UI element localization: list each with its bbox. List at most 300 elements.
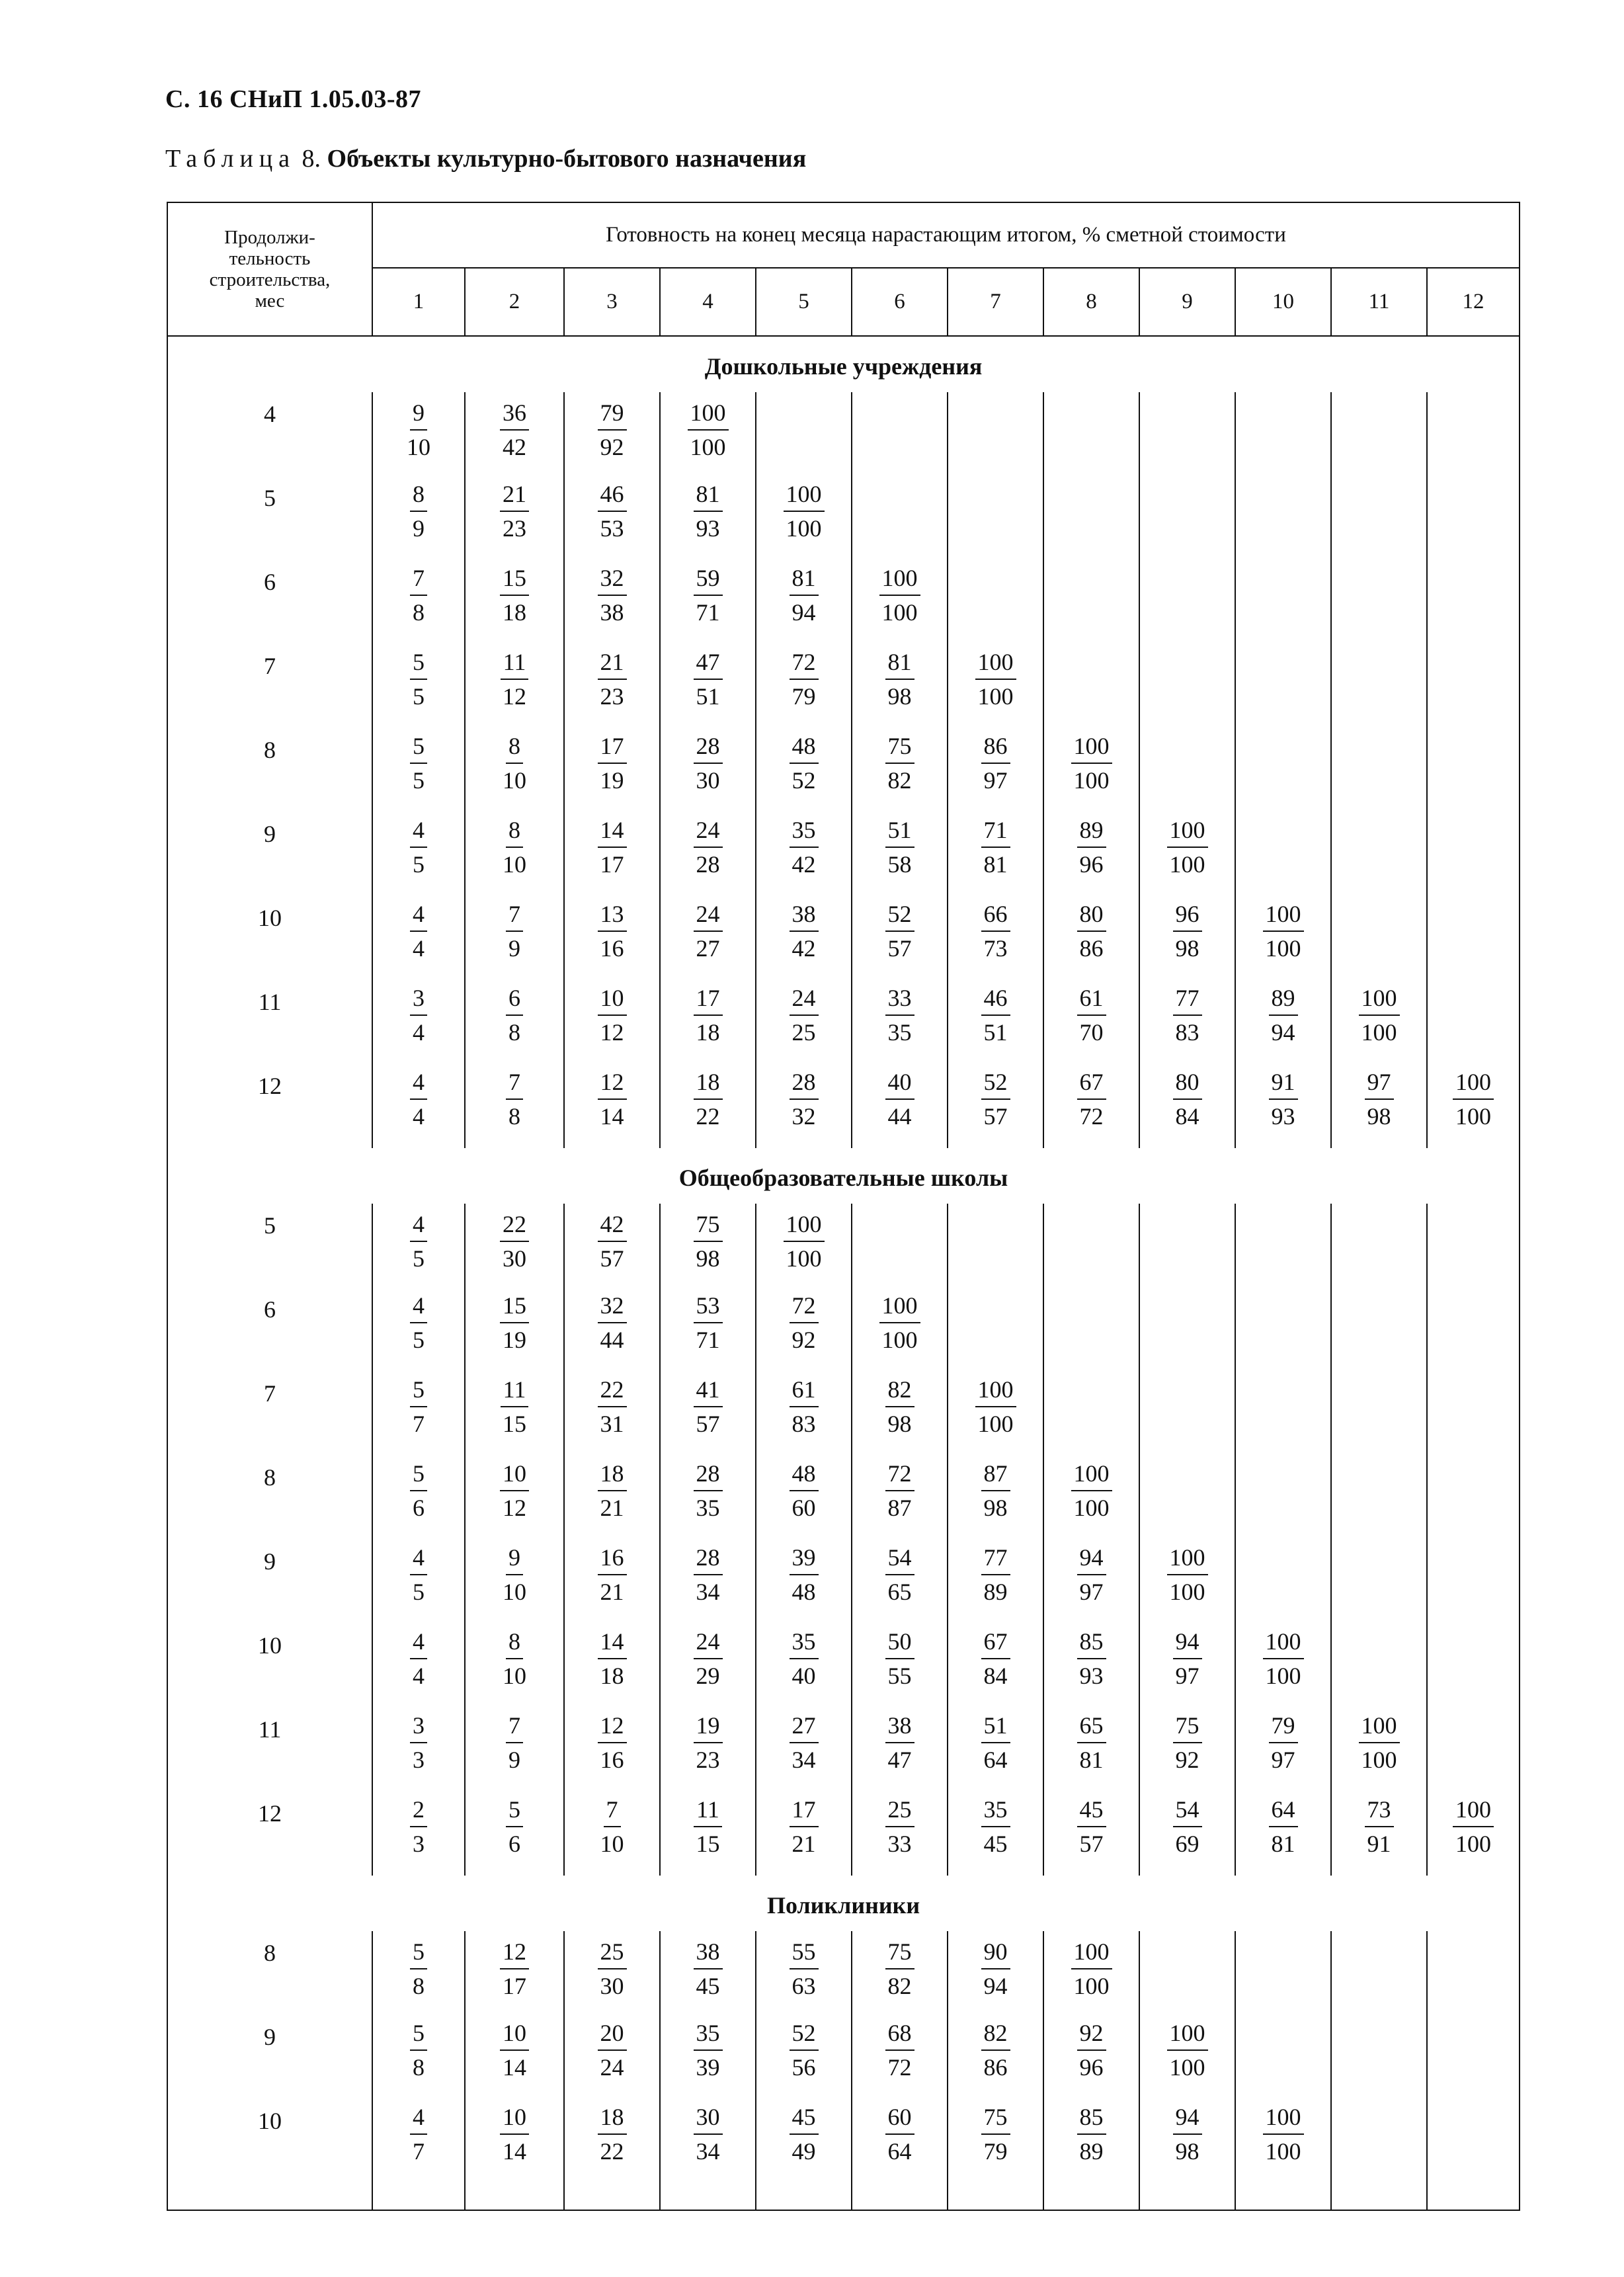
value-cell — [465, 1931, 564, 2015]
value-cell — [1235, 2099, 1331, 2183]
value-cell — [1043, 980, 1139, 1064]
readiness-fraction — [852, 980, 947, 1049]
value-cell — [1235, 392, 1331, 476]
value-cell — [1043, 1931, 1139, 2015]
fraction-denominator: 81 — [1271, 1831, 1295, 1857]
table-row — [167, 1708, 1520, 1792]
fraction-numerator: 39 — [790, 1541, 819, 1575]
value-cell — [465, 896, 564, 980]
fraction-denominator: 42 — [792, 935, 816, 962]
readiness-table — [167, 202, 1520, 2211]
readiness-fraction — [1236, 2099, 1330, 2168]
value-cell — [1043, 1708, 1139, 1792]
readiness-fraction — [1236, 1064, 1330, 1133]
duration-cell: 10 — [167, 896, 372, 980]
value-cell — [1427, 1792, 1520, 1876]
fraction-denominator: 100 — [1265, 935, 1301, 962]
fraction-numerator: 13 — [598, 897, 627, 932]
readiness-fraction — [565, 980, 659, 1049]
fraction-denominator: 79 — [983, 2138, 1008, 2165]
month-header-4: 4 — [660, 268, 756, 336]
fraction-denominator: 8 — [413, 2054, 425, 2081]
fraction-numerator: 100 — [1167, 813, 1208, 848]
value-cell — [1235, 1204, 1331, 1288]
fraction-denominator: 97 — [1079, 1579, 1104, 1605]
fraction-denominator: 16 — [600, 935, 624, 962]
value-cell — [660, 1624, 756, 1708]
value-cell — [1235, 1624, 1331, 1708]
readiness-fraction — [1044, 1064, 1139, 1133]
fraction-denominator: 34 — [696, 2138, 720, 2165]
table-row — [167, 1624, 1520, 1708]
value-cell — [1235, 1931, 1331, 2015]
readiness-fraction — [756, 1064, 851, 1133]
padding-cell — [372, 2183, 465, 2210]
value-cell — [564, 392, 660, 476]
fraction-numerator: 65 — [1077, 1709, 1106, 1743]
value-cell — [1043, 1064, 1139, 1148]
value-cell — [465, 1708, 564, 1792]
readiness-fraction — [852, 560, 947, 629]
fraction-denominator: 92 — [600, 434, 624, 460]
fraction-denominator: 100 — [1169, 2054, 1205, 2081]
value-cell — [372, 1456, 465, 1540]
table-row — [167, 1792, 1520, 1876]
fraction-numerator: 22 — [500, 1208, 529, 1242]
value-cell — [756, 644, 852, 728]
readiness-fraction — [373, 644, 464, 713]
value-cell — [660, 980, 756, 1064]
readiness-fraction — [1140, 1792, 1235, 1860]
fraction-numerator: 100 — [975, 645, 1016, 680]
readiness-fraction — [661, 1288, 755, 1356]
readiness-fraction — [661, 2015, 755, 2084]
readiness-fraction — [565, 812, 659, 881]
fraction-denominator: 64 — [887, 2138, 912, 2165]
readiness-fraction — [1140, 2099, 1235, 2168]
readiness-fraction — [373, 896, 464, 965]
readiness-fraction — [756, 2015, 851, 2084]
value-cell — [564, 560, 660, 644]
value-cell — [1427, 392, 1520, 476]
readiness-fraction — [1236, 896, 1330, 965]
value-cell — [1331, 476, 1427, 560]
fraction-denominator: 82 — [887, 767, 912, 794]
readiness-fraction — [1140, 1064, 1235, 1133]
fraction-numerator: 5 — [410, 729, 427, 764]
readiness-fraction — [852, 896, 947, 965]
fraction-denominator: 64 — [983, 1747, 1008, 1773]
readiness-fraction — [661, 395, 755, 464]
value-cell — [756, 1372, 852, 1456]
readiness-fraction — [466, 1372, 563, 1440]
fraction-numerator: 4 — [410, 1541, 427, 1575]
value-cell — [660, 896, 756, 980]
table-row — [167, 560, 1520, 644]
value-cell — [1139, 1204, 1235, 1288]
readiness-fraction — [661, 1624, 755, 1692]
padding-cell — [1427, 2183, 1520, 2210]
fraction-denominator: 100 — [977, 683, 1014, 710]
value-cell — [372, 1204, 465, 1288]
fraction-denominator: 34 — [696, 1579, 720, 1605]
fraction-denominator: 15 — [503, 1411, 526, 1437]
fraction-denominator: 22 — [600, 2138, 624, 2165]
value-cell — [948, 1792, 1043, 1876]
value-cell — [1139, 1288, 1235, 1372]
fraction-numerator: 5 — [506, 1793, 523, 1827]
readiness-fraction — [565, 1934, 659, 2003]
fraction-denominator: 94 — [1271, 1019, 1295, 1046]
readiness-fraction — [661, 980, 755, 1049]
fraction-denominator: 21 — [600, 1495, 624, 1521]
fraction-numerator: 81 — [885, 645, 914, 680]
readiness-fraction — [852, 2015, 947, 2084]
fraction-denominator: 8 — [508, 1019, 520, 1046]
readiness-fraction — [661, 1456, 755, 1524]
value-cell — [465, 2099, 564, 2183]
readiness-fraction — [1332, 980, 1426, 1049]
padding-cell — [852, 2183, 948, 2210]
fraction-numerator: 75 — [1173, 1709, 1202, 1743]
fraction-denominator: 92 — [792, 1327, 816, 1353]
value-cell — [564, 812, 660, 896]
readiness-fraction — [565, 728, 659, 797]
duration-cell: 7 — [167, 1372, 372, 1456]
fraction-numerator: 10 — [500, 2100, 529, 2135]
value-cell — [1331, 1456, 1427, 1540]
fraction-numerator: 79 — [1269, 1709, 1298, 1743]
fraction-numerator: 4 — [410, 1289, 427, 1323]
fraction-numerator: 64 — [1269, 1793, 1298, 1827]
fraction-numerator: 35 — [981, 1793, 1010, 1827]
value-cell — [852, 1372, 948, 1456]
value-cell — [948, 1288, 1043, 1372]
fraction-numerator: 10 — [500, 2016, 529, 2051]
value-cell — [1427, 1456, 1520, 1540]
readiness-fraction — [852, 1624, 947, 1692]
value-cell — [1235, 476, 1331, 560]
fraction-denominator: 60 — [792, 1495, 816, 1521]
table-caption-title: Объекты культурно-бытового назначения — [327, 145, 807, 173]
fraction-numerator: 5 — [410, 645, 427, 680]
readiness-fraction — [661, 1064, 755, 1133]
fraction-numerator: 46 — [598, 477, 627, 512]
fraction-denominator: 70 — [1079, 1019, 1104, 1046]
duration-cell: 9 — [167, 812, 372, 896]
readiness-fraction — [565, 1288, 659, 1356]
value-cell — [1043, 1288, 1139, 1372]
value-cell — [564, 2015, 660, 2099]
fraction-numerator: 5 — [410, 2016, 427, 2051]
value-cell — [1139, 644, 1235, 728]
fraction-numerator: 19 — [694, 1709, 723, 1743]
value-cell — [1043, 728, 1139, 812]
readiness-fraction — [1044, 2015, 1139, 2084]
readiness-fraction — [756, 812, 851, 881]
fraction-numerator: 11 — [501, 645, 529, 680]
value-cell — [372, 980, 465, 1064]
fraction-numerator: 35 — [694, 2016, 723, 2051]
value-cell — [852, 1792, 948, 1876]
padding-cell — [564, 2183, 660, 2210]
readiness-fraction — [466, 1456, 563, 1524]
readiness-fraction — [756, 1372, 851, 1440]
value-cell — [1427, 1540, 1520, 1624]
fraction-denominator: 71 — [696, 599, 720, 626]
value-cell — [1331, 980, 1427, 1064]
value-cell — [372, 392, 465, 476]
readiness-fraction — [373, 812, 464, 881]
value-cell — [852, 476, 948, 560]
readiness-fraction — [852, 1456, 947, 1524]
value-cell — [564, 980, 660, 1064]
table-row — [167, 1931, 1520, 2015]
fraction-denominator: 30 — [600, 1973, 624, 1999]
value-cell — [1043, 896, 1139, 980]
value-cell — [756, 896, 852, 980]
value-cell — [660, 1792, 756, 1876]
value-cell — [1427, 1064, 1520, 1148]
value-cell — [1331, 1792, 1427, 1876]
readiness-fraction — [466, 1206, 563, 1275]
fraction-denominator: 83 — [792, 1411, 816, 1437]
value-cell — [660, 1456, 756, 1540]
fraction-numerator: 30 — [694, 2100, 723, 2135]
fraction-denominator: 86 — [983, 2054, 1008, 2081]
value-cell — [372, 2015, 465, 2099]
fraction-denominator: 53 — [600, 515, 624, 542]
table-row — [167, 476, 1520, 560]
fraction-denominator: 3 — [413, 1747, 425, 1773]
fraction-denominator: 89 — [1079, 2138, 1104, 2165]
value-cell — [660, 1204, 756, 1288]
value-cell — [1427, 1624, 1520, 1708]
value-cell — [1331, 1540, 1427, 1624]
value-cell — [1043, 644, 1139, 728]
value-cell — [564, 644, 660, 728]
fraction-denominator: 84 — [983, 1663, 1008, 1689]
table-row — [167, 1372, 1520, 1456]
readiness-fraction — [466, 1288, 563, 1356]
fraction-denominator: 10 — [503, 1579, 526, 1605]
fraction-denominator: 5 — [413, 767, 425, 794]
readiness-fraction — [1044, 1456, 1139, 1524]
duration-cell: 6 — [167, 560, 372, 644]
padding-cell — [660, 2183, 756, 2210]
value-cell — [852, 1931, 948, 2015]
fraction-denominator: 98 — [887, 1411, 912, 1437]
value-cell — [660, 1708, 756, 1792]
value-cell — [1427, 2015, 1520, 2099]
value-cell — [948, 1456, 1043, 1540]
fraction-denominator: 8 — [413, 599, 425, 626]
readiness-fraction — [852, 2099, 947, 2168]
fraction-denominator: 100 — [977, 1411, 1014, 1437]
value-cell — [1139, 2015, 1235, 2099]
value-cell — [756, 1456, 852, 1540]
fraction-denominator: 57 — [600, 1245, 624, 1272]
value-cell — [660, 392, 756, 476]
fraction-denominator: 52 — [792, 767, 816, 794]
month-header-2: 2 — [465, 268, 564, 336]
readiness-fraction — [852, 812, 947, 881]
readiness-fraction — [1140, 2015, 1235, 2084]
fraction-numerator: 100 — [784, 1208, 825, 1242]
fraction-numerator: 61 — [790, 1373, 819, 1407]
padding-cell — [1043, 2183, 1139, 2210]
fraction-numerator: 77 — [981, 1541, 1010, 1575]
fraction-denominator: 35 — [887, 1019, 912, 1046]
readiness-fraction — [1044, 980, 1139, 1049]
fraction-numerator: 3 — [410, 981, 427, 1016]
value-cell — [660, 1931, 756, 2015]
value-cell — [756, 980, 852, 1064]
fraction-numerator: 50 — [885, 1625, 914, 1659]
fraction-numerator: 42 — [598, 1208, 627, 1242]
value-cell — [660, 1064, 756, 1148]
fraction-denominator: 97 — [1271, 1747, 1295, 1773]
value-cell — [1139, 1372, 1235, 1456]
value-cell — [465, 1456, 564, 1540]
value-cell — [852, 980, 948, 1064]
value-cell — [465, 812, 564, 896]
fraction-denominator: 98 — [1367, 1103, 1391, 1130]
fraction-denominator: 100 — [1073, 767, 1110, 794]
value-cell — [852, 1064, 948, 1148]
value-cell — [948, 392, 1043, 476]
readiness-fraction — [565, 896, 659, 965]
fraction-denominator: 22 — [696, 1103, 720, 1130]
month-header-6: 6 — [852, 268, 948, 336]
table-row — [167, 1064, 1520, 1148]
value-cell — [852, 1540, 948, 1624]
readiness-fraction — [565, 476, 659, 545]
fraction-numerator: 100 — [975, 1373, 1016, 1407]
value-cell — [1427, 1372, 1520, 1456]
month-header-8: 8 — [1043, 268, 1139, 336]
fraction-numerator: 36 — [500, 396, 529, 431]
value-cell — [852, 1456, 948, 1540]
fraction-denominator: 97 — [1175, 1663, 1199, 1689]
value-cell — [852, 1624, 948, 1708]
table-body — [167, 336, 1520, 2210]
readiness-fraction — [1044, 1624, 1139, 1692]
readiness-fraction — [756, 1934, 851, 2003]
value-cell — [465, 1064, 564, 1148]
value-cell — [852, 728, 948, 812]
value-cell — [372, 728, 465, 812]
fraction-numerator: 66 — [981, 897, 1010, 932]
padding-cell — [756, 2183, 852, 2210]
value-cell — [1139, 728, 1235, 812]
duration-column-label: Продолжи- тельность строительства, мес — [209, 227, 331, 311]
value-cell — [1043, 812, 1139, 896]
readiness-fraction — [565, 1792, 659, 1860]
fraction-numerator: 89 — [1269, 981, 1298, 1016]
value-cell — [465, 392, 564, 476]
fraction-numerator: 21 — [598, 645, 627, 680]
readiness-fraction — [565, 1540, 659, 1608]
fraction-denominator: 100 — [1169, 1579, 1205, 1605]
padding-cell — [948, 2183, 1043, 2210]
readiness-fraction — [565, 560, 659, 629]
readiness-fraction — [948, 1792, 1043, 1860]
value-cell — [1427, 1288, 1520, 1372]
duration-cell: 9 — [167, 1540, 372, 1624]
value-cell — [564, 1931, 660, 2015]
readiness-fraction — [852, 1540, 947, 1608]
value-cell — [948, 728, 1043, 812]
value-cell — [660, 2099, 756, 2183]
value-cell — [564, 476, 660, 560]
duration-cell: 12 — [167, 1064, 372, 1148]
readiness-fraction — [661, 812, 755, 881]
readiness-fraction — [1044, 1708, 1139, 1776]
readiness-fraction — [373, 395, 464, 464]
fraction-numerator: 4 — [410, 1625, 427, 1659]
value-cell — [465, 980, 564, 1064]
fraction-denominator: 18 — [503, 599, 526, 626]
fraction-numerator: 75 — [885, 1935, 914, 1969]
value-cell — [465, 1288, 564, 1372]
value-cell — [1139, 896, 1235, 980]
readiness-fraction — [565, 1064, 659, 1133]
fraction-numerator: 100 — [1263, 2100, 1304, 2135]
fraction-denominator: 10 — [503, 767, 526, 794]
value-cell — [1427, 2099, 1520, 2183]
duration-cell: 9 — [167, 2015, 372, 2099]
readiness-fraction — [852, 1934, 947, 2003]
fraction-denominator: 93 — [1271, 1103, 1295, 1130]
readiness-fraction — [661, 1934, 755, 2003]
table-row — [167, 392, 1520, 476]
fraction-denominator: 91 — [1367, 1831, 1391, 1857]
month-header-1: 1 — [372, 268, 465, 336]
fraction-numerator: 15 — [500, 561, 529, 596]
fraction-numerator: 100 — [688, 396, 729, 431]
value-cell — [372, 560, 465, 644]
readiness-fraction — [466, 728, 563, 797]
value-cell — [948, 1708, 1043, 1792]
fraction-denominator: 89 — [983, 1579, 1008, 1605]
fraction-numerator: 24 — [694, 1625, 723, 1659]
fraction-numerator: 80 — [1077, 897, 1106, 932]
readiness-fraction — [373, 1288, 464, 1356]
readiness-fraction — [466, 1540, 563, 1608]
fraction-numerator: 24 — [694, 813, 723, 848]
fraction-numerator: 5 — [410, 1935, 427, 1969]
fraction-numerator: 90 — [981, 1935, 1010, 1969]
fraction-numerator: 52 — [981, 1065, 1010, 1100]
readiness-fraction — [565, 1708, 659, 1776]
value-cell — [660, 2015, 756, 2099]
readiness-fraction — [1140, 1540, 1235, 1608]
readiness-fraction — [948, 980, 1043, 1049]
fraction-denominator: 23 — [600, 683, 624, 710]
readiness-fraction — [756, 728, 851, 797]
value-cell — [948, 812, 1043, 896]
readiness-fraction — [756, 2099, 851, 2168]
fraction-numerator: 100 — [1167, 2016, 1208, 2051]
fraction-numerator: 68 — [885, 2016, 914, 2051]
value-cell — [1043, 1792, 1139, 1876]
value-cell — [465, 728, 564, 812]
fraction-denominator: 18 — [696, 1019, 720, 1046]
value-cell — [1331, 1708, 1427, 1792]
fraction-denominator: 57 — [983, 1103, 1008, 1130]
readiness-fraction — [756, 1792, 851, 1860]
